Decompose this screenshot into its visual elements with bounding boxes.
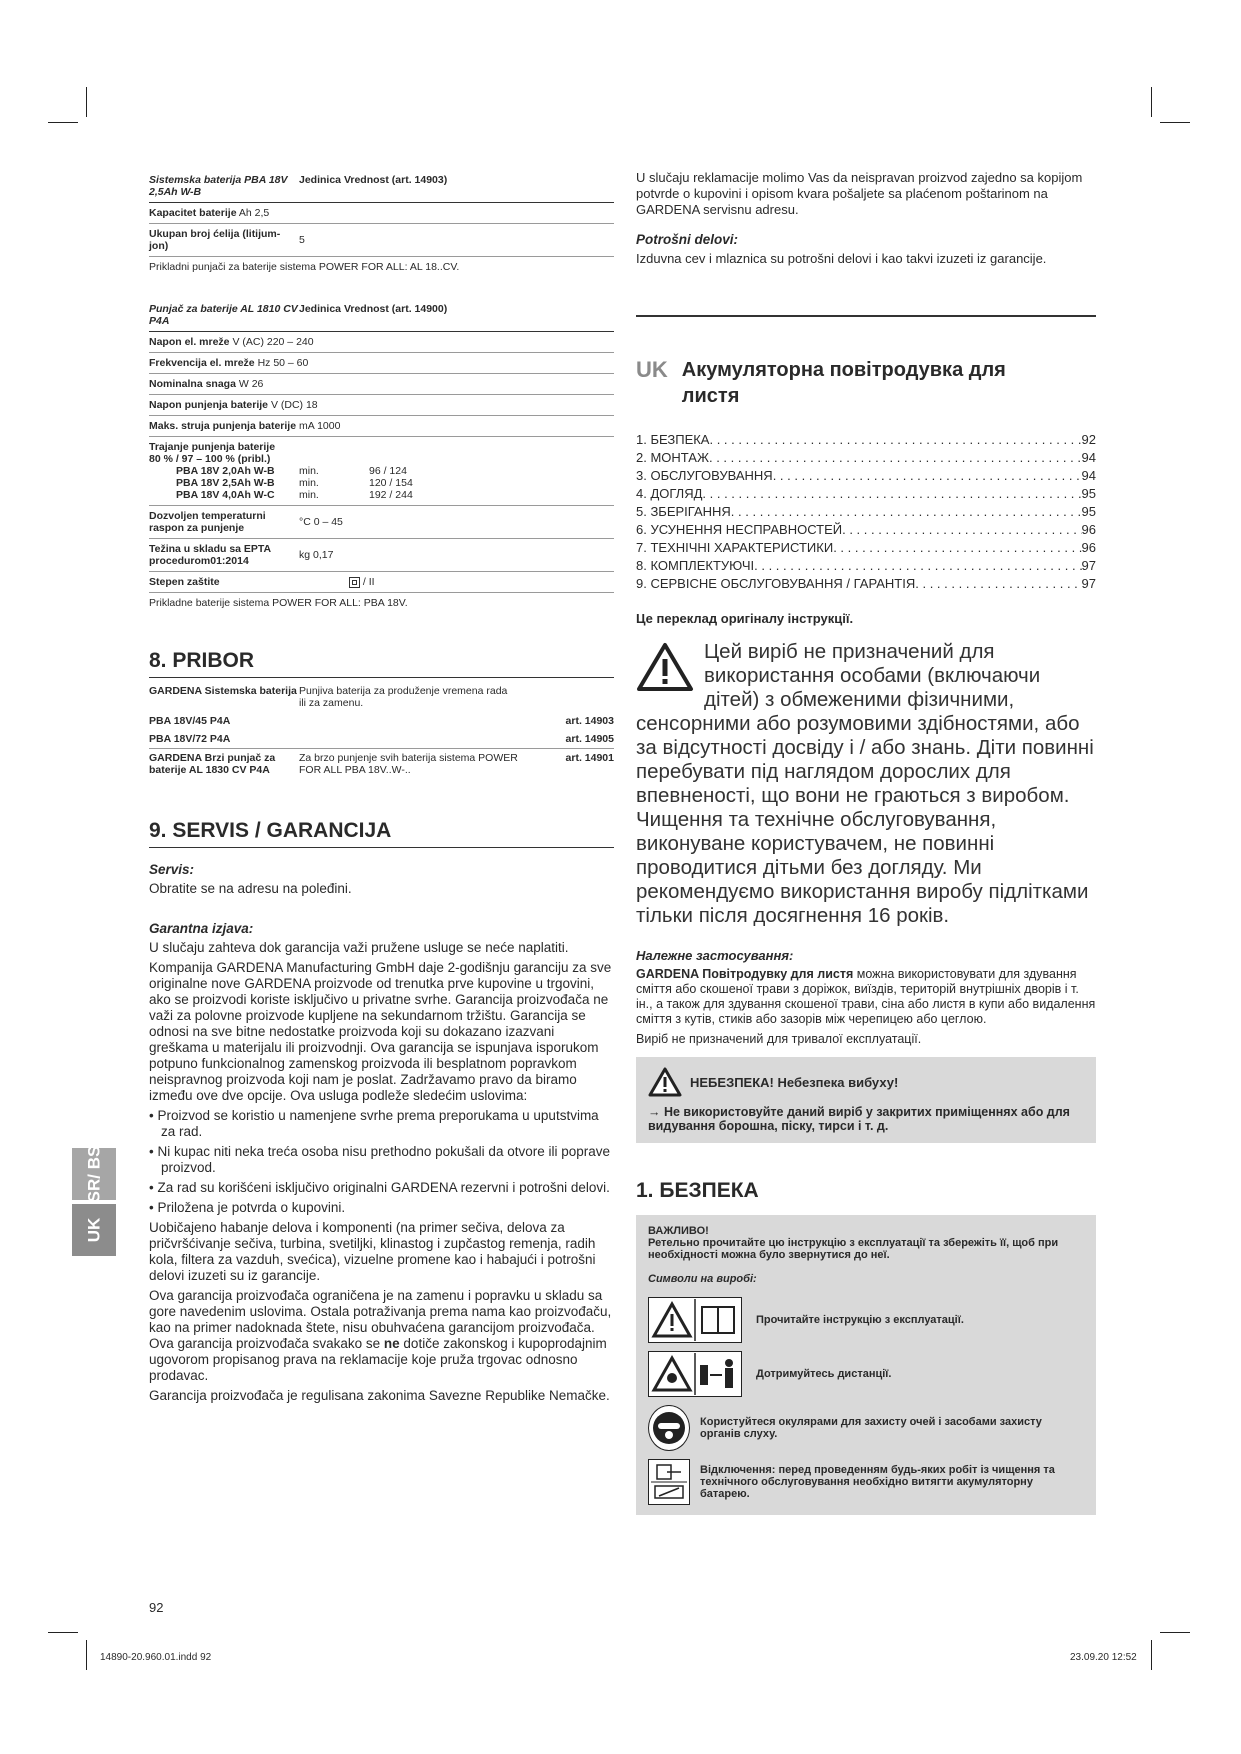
- crop-mark: [48, 1632, 78, 1633]
- symbol-row: [648, 1351, 1084, 1397]
- table-row: Napon punjenja baterije V (DC) 18: [149, 395, 614, 416]
- toc-item[interactable]: 8. КОМПЛЕКТУЮЧІ . . . 97: [636, 557, 1096, 575]
- product-title: Акумуляторна повітродувка для листя: [681, 359, 1006, 407]
- side-tab-sr-bs: SR/ BS: [72, 1148, 116, 1200]
- toc-item[interactable]: 4. ДОГЛЯД . . . 95: [636, 485, 1096, 503]
- section-title-servis: 9. SERVIS / GARANCIJA: [149, 819, 614, 848]
- charger-spec-table: [149, 299, 614, 593]
- right-column: [636, 170, 1096, 1515]
- table-row-value: kg 0,17: [299, 539, 614, 572]
- table-row-value: 5: [299, 224, 614, 257]
- list-item: • Proizvod se koristio u namenjene svrhe prema preporukama u uputstvima za rad.: [149, 1108, 599, 1139]
- table-of-contents: [636, 431, 1096, 593]
- symbols-heading: Символи на виробі:: [648, 1273, 757, 1285]
- paragraph: U slučaju reklamacije molimo Vas da neispravan proizvod zajedno sa kopijom potvrde o kupovini i opisom kvara pošaljete sa plaćenom poštarinom na GARDENA servisnu adresu.: [636, 170, 1083, 217]
- accessory-name: GARDENA Brzi punjač za baterije AL 1830 CV P4A: [149, 752, 276, 776]
- side-tab-uk: UK: [72, 1204, 116, 1256]
- crop-mark: [48, 122, 78, 123]
- symbol-row: [648, 1459, 1084, 1505]
- left-column: [149, 170, 614, 1408]
- charger-table-unit-header: Jedinica Vrednost (art. 14900): [299, 299, 614, 332]
- remove-battery-icon: [648, 1459, 690, 1505]
- battery-table-header: Sistemska baterija PBA 18V 2,5Ah W-B: [149, 170, 299, 203]
- section-title-pribor: 8. PRIBOR: [149, 649, 614, 678]
- article-number: art. 14905: [554, 730, 614, 749]
- article-number: art. 14903: [565, 715, 614, 727]
- subheading-use: Належне застосування:: [636, 948, 794, 963]
- toc-item[interactable]: 5. ЗБЕРІГАННЯ . . . 95: [636, 503, 1096, 521]
- table-row: Frekvencija el. mreže Hz 50 – 60: [149, 353, 614, 374]
- subheading-garancija: Garantna izjava:: [149, 921, 254, 936]
- warning-triangle-icon: [636, 642, 694, 692]
- accessory-desc: Za brzo punjenje svih baterija sistema POWER FOR ALL PBA 18V..W-..: [299, 752, 518, 776]
- paragraph: Ova garancija proizvođača ograničena je na zamenu i popravku u skladu sa gore navedenim uslovima. Ostala potraživanja prema nama kao proizvođaču, kao na primer nadoknada štete, nisu obuhvaćena garancijom proizvođača. Ova garancija proizvođača svakako se ne dotiče zakonskog i kupoprodajnim ugovorom propisanog prava na reklamacije koje pruža trgovac odnosno prodavac.: [149, 1288, 612, 1383]
- crop-mark: [1151, 1640, 1152, 1670]
- conditions-list: [149, 1108, 614, 1216]
- language-code: UK: [636, 357, 668, 382]
- table-row: Trajanje punjenja baterije 80 % / 97 – 100 % (pribl.) PBA 18V 2,0Ah W-B min. 96 / 124 PBA 18V 2,5Ah W-B min. 120 / 154 PBA 18V 4,0Ah W-C min. 192 / 244: [149, 437, 614, 506]
- crop-mark: [86, 1640, 87, 1670]
- important-label: ВАЖЛИВО!: [648, 1225, 709, 1237]
- symbol-label: Відключення: перед проведенням будь-яких робіт із чищення та технічного обслуговування необхідно витягти акумуляторну батарею.: [700, 1464, 1055, 1500]
- file-slug: 14890-20.960.01.indd 92: [100, 1652, 212, 1663]
- table-row-label: Maks. struja punjenja baterije: [149, 416, 299, 437]
- table-row-label: Ukupan broj ćelija (litijum-jon): [149, 224, 299, 257]
- child-warning: Цей виріб не призначений для використання особами (включаючи дітей) з обмеженими фізичними, сенсорними або розумовими здібностями, або за відсутності досвіду і / або знань. Діти повинні перебувати під наглядом дорослих для впевненості, що вони не граються з виробом. Чищення та технічне обслуговування, виконуване користувачем, не повинні проводитися дітьми без догляду. Ми рекомендуємо використання виробу підлітками тільки після досягнення 16 років.: [636, 640, 1094, 927]
- list-item: • Ni kupac niti neka treća osoba nisu prethodno pokušali da otvore ili poprave proizvod.: [149, 1144, 611, 1175]
- warning-triangle-icon: [648, 1067, 682, 1097]
- table-row-value: °C 0 – 45: [299, 506, 614, 539]
- important-box: [636, 1215, 1096, 1515]
- charger-note: Prikladne baterije sistema POWER FOR ALL: PBA 18V.: [149, 597, 408, 609]
- battery-spec-table: [149, 170, 614, 257]
- symbol-row: [648, 1405, 1084, 1451]
- symbol-label: Прочитайте інструкцію з експлуатації.: [756, 1314, 964, 1326]
- read-manual-icon: [648, 1297, 742, 1343]
- table-row-value: / II: [299, 572, 614, 593]
- table-row-value: mA 1000: [299, 416, 614, 437]
- language-section-title: [636, 357, 1096, 409]
- section-divider: [636, 315, 1096, 317]
- crop-mark: [1151, 87, 1152, 117]
- toc-item[interactable]: 7. ТЕХНІЧНІ ХАРАКТЕРИСТИКИ . . . 96: [636, 539, 1096, 557]
- eye-ear-protection-icon: [648, 1405, 690, 1451]
- translation-note: Це переклад оригіналу інструкції.: [636, 611, 854, 626]
- crop-mark: [86, 87, 87, 117]
- symbol-label: Дотримуйтесь дистанції.: [756, 1368, 892, 1380]
- important-text: Ретельно прочитайте цю інструкцію з експлуатації та збережіть її, щоб при необхідності можна було звернутися до неї.: [648, 1237, 1059, 1261]
- battery-table-unit-header: Jedinica Vrednost (art. 14903): [299, 170, 614, 203]
- paragraph: Izduvna cev i mlaznica su potrošni delovi i kao takvi izuzeti iz garancije.: [636, 251, 1047, 266]
- subheading-servis: Servis:: [149, 862, 195, 877]
- battery-note: Prikladni punjači za baterije sistema POWER FOR ALL: AL 18..CV.: [149, 261, 460, 273]
- table-row-label: Težina u skladu sa EPTA procedurom01:2014: [149, 539, 299, 572]
- paragraph: Uobičajeno habanje delova i komponenti (na primer sečiva, delova za pričvršćivanje sečiva, turbina, svetiljki, klinastog i zupčastog remenja, radih kola, filtera za vazduh, svećica), vizuelne promene kao i habajući i potrošni delovi izuzeti su iz garancije.: [149, 1220, 596, 1283]
- table-row-label: Stepen zaštite: [149, 572, 299, 593]
- danger-box: [636, 1057, 1096, 1143]
- accessory-name: GARDENA Sistemska baterija: [149, 685, 297, 697]
- danger-title: НЕБЕЗПЕКА! Небезпека вибуху!: [690, 1074, 899, 1090]
- article-number: art. 14901: [565, 752, 614, 764]
- toc-item[interactable]: 9. СЕРВІСНЕ ОБСЛУГОВУВАННЯ / ГАРАНТІЯ . . . 97: [636, 575, 1096, 593]
- keep-distance-icon: [648, 1351, 742, 1397]
- page-number: 92: [149, 1600, 164, 1615]
- paragraph: U slučaju zahteva dok garancija važi pružene usluge se neće naplatiti.: [149, 940, 569, 955]
- list-item: • Priložena je potvrda o kupovini.: [149, 1200, 346, 1215]
- accessory-desc: Punjiva baterija za produženje vremena rada ili za zamenu.: [299, 685, 508, 709]
- subheading-potrosni: Potrošni delovi:: [636, 232, 739, 247]
- paragraph: GARDENA Повітродувку для листя можна використовувати для здування сміття або скошеної трави з доріжок, виїздів, територій внутрішніх дворів і т. ін., а також для здування скошеної трави, сіна або листя в купи або видалення сміття з кутів, стиків або зазорів між черепицею або цеглою.: [636, 967, 1096, 1026]
- accessories-table: GARDENA Sistemska baterija Punjiva baterija za produženje vremena rada ili za zamenu. PBA 18V/45 P4A art. 14903 PBA 18V/72 P4A art. 14905 GARDENA Brzi punjač za baterije AL 1830 CV P4A Za brzo punjenje svih baterija sistema POWER FOR ALL PBA 18V..W-.. art. 14901: [149, 682, 614, 779]
- date-slug: 23.09.20 12:52: [1070, 1652, 1137, 1663]
- protection-class-icon: [349, 577, 360, 588]
- table-row: Kapacitet baterije Ah 2,5: [149, 203, 614, 224]
- crop-mark: [1160, 1632, 1190, 1633]
- crop-mark: [1160, 122, 1190, 123]
- table-row: Nominalna snaga W 26: [149, 374, 614, 395]
- table-row: Napon el. mreže V (AC) 220 – 240: [149, 332, 614, 353]
- toc-item[interactable]: 1. БЕЗПЕКА . . . 92: [636, 431, 1096, 449]
- section-title-safety: 1. БЕЗПЕКА: [636, 1179, 759, 1202]
- paragraph: Garancija proizvođača je regulisana zakonima Savezne Republike Nemačke.: [149, 1388, 610, 1403]
- table-row-label: Dozvoljen temperaturni raspon za punjenje: [149, 506, 299, 539]
- paragraph: Obratite se na adresu na poleđini.: [149, 881, 352, 896]
- charger-table-header: Punjač za baterije AL 1810 CV P4A: [149, 299, 299, 332]
- paragraph: Kompanija GARDENA Manufacturing GmbH daje 2-godišnju garanciju za sve originalne nove GARDENA proizvode od trenutka prve kupovine u trgovini, ako se proizvodi koriste isključivo u privatne svrhe. Garancija proizvođača ne važi za polovne proizvode kupljene na sekundarnom tržištu. Garancija se odnosi na sve bitne nedostatke proizvoda koji su dokazano izazvani greškama u materijalu ili proizvodnji. Ova garancija se ispunjava isporukom potpuno funkcionalnog zamenskog proizvoda ili besplatnom popravkom neispravnog proizvoda koji nam je poslat. Zadržavamo pravo da biramo između ove dve opcije. Ova usluga podleže sledećim uslovima:: [149, 960, 612, 1103]
- toc-item[interactable]: 2. МОНТАЖ . . . 94: [636, 449, 1096, 467]
- danger-text: → Не використовуйте даний виріб у закритих приміщеннях або для видування борошна, піску, тирси і т. д.: [648, 1105, 1070, 1133]
- paragraph: Виріб не призначений для тривалої експлуатації.: [636, 1032, 922, 1046]
- list-item: • Za rad su korišćeni isključivo originalni GARDENA rezervni i potrošni delovi.: [149, 1180, 610, 1195]
- symbol-row: [648, 1297, 1084, 1343]
- toc-item[interactable]: 3. ОБСЛУГОВУВАННЯ . . . 94: [636, 467, 1096, 485]
- symbol-label: Користуйтеся окулярами для захисту очей і засобами захисту органів слуху.: [700, 1416, 1042, 1440]
- toc-item[interactable]: 6. УСУНЕННЯ НЕСПРАВНОСТЕЙ . . . 96: [636, 521, 1096, 539]
